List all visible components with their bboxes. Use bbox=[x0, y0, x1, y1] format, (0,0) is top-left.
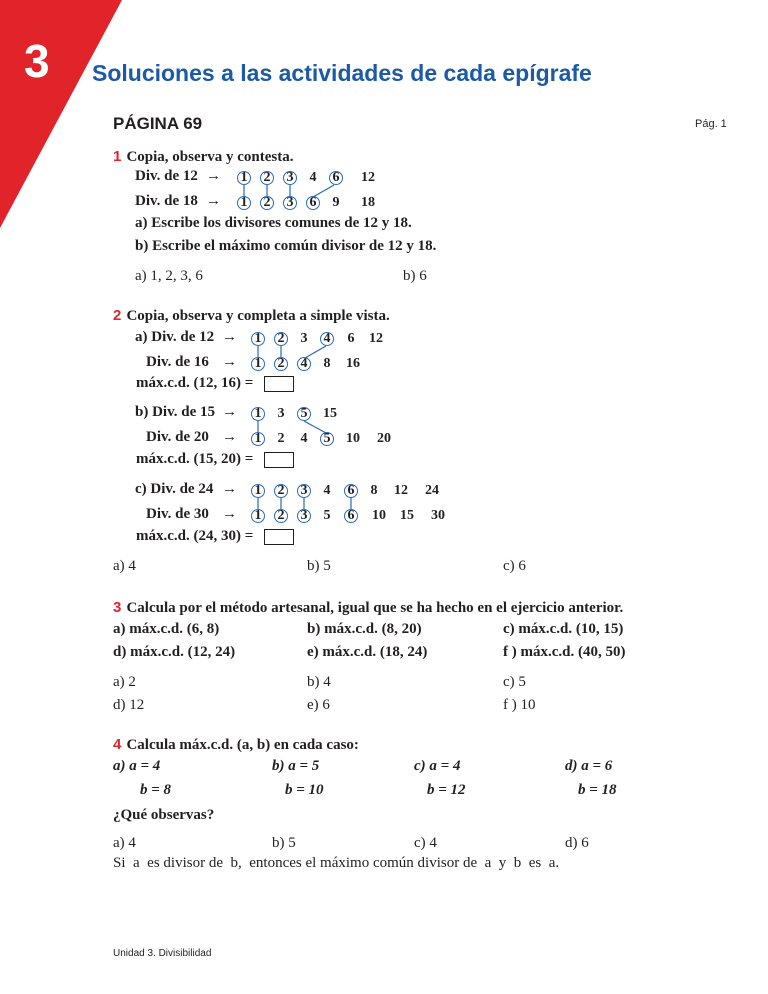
question-a: a) máx.c.d. (6, 8) bbox=[113, 621, 220, 637]
exercise-number: 3 bbox=[113, 599, 122, 616]
arrow: → bbox=[206, 193, 221, 209]
question-d: d) a = 6 bbox=[565, 758, 613, 774]
divisor-value: 2 bbox=[263, 195, 271, 210]
exercise-3 bbox=[113, 597, 623, 617]
divisor-value: 5 bbox=[300, 406, 308, 421]
divisor-value: 3 bbox=[286, 170, 294, 185]
answer-e: e) 6 bbox=[307, 697, 330, 713]
question-b-b: b = 10 bbox=[285, 782, 324, 798]
divisor-value: 3 bbox=[300, 483, 308, 498]
page-title: Soluciones a las actividades de cada epígrafe bbox=[92, 60, 592, 86]
divisor-row-label: c) Div. de 24 bbox=[135, 481, 214, 497]
answer-b: b) 5 bbox=[272, 835, 296, 851]
divisor-value: 9 bbox=[332, 195, 340, 210]
divisor-value: 12 bbox=[394, 483, 408, 498]
divisor-value: 4 bbox=[300, 356, 308, 371]
answer-d: d) 12 bbox=[113, 697, 145, 713]
divisor-value: 15 bbox=[400, 508, 414, 523]
answer-c: c) 6 bbox=[503, 558, 526, 574]
divisor-value: 1 bbox=[254, 406, 262, 421]
divisor-row-label: a) Div. de 12 bbox=[135, 329, 215, 345]
exercise-instruction: Copia, observa y completa a simple vista. bbox=[126, 308, 390, 324]
question-a: a) Escribe los divisores comunes de 12 y 18. bbox=[135, 215, 412, 231]
divisor-row-label: b) Div. de 15 bbox=[135, 404, 216, 420]
divisor-value: 6 bbox=[332, 170, 340, 185]
divisor-value: 8 bbox=[370, 483, 378, 498]
answer-b: b) 6 bbox=[403, 268, 427, 284]
divisor-value: 1 bbox=[254, 483, 262, 498]
conclusion: Si a es divisor de b, entonces el máximo común divisor de a y b es a. bbox=[113, 855, 560, 871]
divisor-value: 1 bbox=[240, 170, 248, 185]
answer-b: b) 4 bbox=[307, 674, 331, 690]
divisor-value: 4 bbox=[309, 170, 317, 185]
divisor-value: 3 bbox=[277, 406, 285, 421]
question-c: c) a = 4 bbox=[414, 758, 461, 774]
arrow: → bbox=[222, 329, 237, 345]
divisor-value: 2 bbox=[277, 356, 285, 371]
divisor-value: 24 bbox=[425, 483, 439, 498]
mcd-label: máx.c.d. (15, 20) = bbox=[136, 451, 254, 467]
divisor-row-label: Div. de 16 bbox=[146, 354, 209, 370]
question-b: b) máx.c.d. (8, 20) bbox=[307, 621, 422, 637]
divisor-value: 12 bbox=[361, 170, 375, 185]
divisor-row-label: Div. de 18 bbox=[135, 193, 198, 209]
divisor-value: 4 bbox=[300, 431, 308, 446]
question-d: d) máx.c.d. (12, 24) bbox=[113, 644, 236, 660]
divisor-value: 4 bbox=[323, 331, 331, 346]
answer-f: f ) 10 bbox=[503, 697, 536, 713]
question-e: e) máx.c.d. (18, 24) bbox=[307, 644, 428, 660]
divisor-value: 6 bbox=[309, 195, 317, 210]
divisor-value: 15 bbox=[323, 406, 337, 421]
exercise-instruction: Calcula por el método artesanal, igual que se ha hecho en el ejercicio anterior. bbox=[126, 600, 624, 616]
answer-c: c) 5 bbox=[503, 674, 526, 690]
answer-a: a) 1, 2, 3, 6 bbox=[135, 268, 203, 284]
arrow: → bbox=[222, 481, 237, 497]
question-d-b: b = 18 bbox=[578, 782, 617, 798]
divisor-value: 2 bbox=[277, 331, 285, 346]
exercise-4 bbox=[113, 734, 359, 754]
question-c-b: b = 12 bbox=[427, 782, 466, 798]
divisor-value: 30 bbox=[431, 508, 445, 523]
arrow: → bbox=[222, 429, 237, 445]
divisor-row-label: Div. de 12 bbox=[135, 168, 198, 184]
divisor-value: 6 bbox=[347, 331, 355, 346]
divisor-row-label: Div. de 30 bbox=[146, 506, 209, 522]
exercise-instruction: Copia, observa y contesta. bbox=[126, 149, 294, 165]
divisor-value: 1 bbox=[254, 356, 262, 371]
answer-a: a) 4 bbox=[113, 558, 136, 574]
answer-c: c) 4 bbox=[414, 835, 437, 851]
chapter-number: 3 bbox=[24, 35, 50, 87]
divisor-value: 5 bbox=[323, 431, 331, 446]
exercise-number: 4 bbox=[113, 736, 122, 753]
divisor-value: 12 bbox=[369, 331, 383, 346]
divisor-value: 10 bbox=[372, 508, 386, 523]
answer-a: a) 2 bbox=[113, 674, 136, 690]
divisor-value: 1 bbox=[254, 331, 262, 346]
exercise-number: 1 bbox=[113, 148, 122, 165]
divisor-value: 6 bbox=[347, 508, 355, 523]
question-a: a) a = 4 bbox=[113, 758, 161, 774]
footer: Unidad 3. Divisibilidad bbox=[113, 948, 212, 959]
divisor-row-label: Div. de 20 bbox=[146, 429, 209, 445]
divisor-value: 1 bbox=[240, 195, 248, 210]
observe-question: ¿Qué observas? bbox=[113, 807, 215, 823]
exercise-instruction: Calcula máx.c.d. (a, b) en cada caso: bbox=[126, 737, 359, 753]
divisor-value: 20 bbox=[377, 431, 391, 446]
arrow: → bbox=[222, 404, 237, 420]
divisor-value: 6 bbox=[347, 483, 355, 498]
divisor-value: 2 bbox=[277, 508, 285, 523]
arrow: → bbox=[206, 168, 221, 184]
divisor-value: 2 bbox=[277, 431, 285, 446]
divisor-value: 3 bbox=[300, 331, 308, 346]
answer-d: d) 6 bbox=[565, 835, 589, 851]
question-a-b: b = 8 bbox=[140, 782, 172, 798]
mcd-label: máx.c.d. (24, 30) = bbox=[136, 528, 254, 544]
divisor-value: 4 bbox=[323, 483, 331, 498]
divisor-value: 10 bbox=[346, 431, 360, 446]
divisor-value: 3 bbox=[286, 195, 294, 210]
page-section-heading: PÁGINA 69 bbox=[113, 114, 203, 133]
divisor-value: 2 bbox=[277, 483, 285, 498]
page-number: Pág. 1 bbox=[695, 118, 727, 130]
arrow: → bbox=[222, 506, 237, 522]
divisor-value: 8 bbox=[323, 356, 331, 371]
divisor-value: 16 bbox=[346, 356, 360, 371]
question-b: b) Escribe el máximo común divisor de 12 y 18. bbox=[135, 238, 437, 254]
answer-a: a) 4 bbox=[113, 835, 136, 851]
divisor-value: 3 bbox=[300, 508, 308, 523]
question-f: f ) máx.c.d. (40, 50) bbox=[503, 644, 626, 660]
divisor-value: 5 bbox=[323, 508, 331, 523]
answer-b: b) 5 bbox=[307, 558, 331, 574]
exercise-number: 2 bbox=[113, 307, 122, 324]
divisor-value: 2 bbox=[263, 170, 271, 185]
divisor-value: 1 bbox=[254, 508, 262, 523]
mcd-label: máx.c.d. (12, 16) = bbox=[136, 375, 254, 391]
divisor-value: 1 bbox=[254, 431, 262, 446]
question-b: b) a = 5 bbox=[272, 758, 320, 774]
question-c: c) máx.c.d. (10, 15) bbox=[503, 621, 624, 637]
divisor-value: 18 bbox=[361, 195, 375, 210]
arrow: → bbox=[222, 354, 237, 370]
